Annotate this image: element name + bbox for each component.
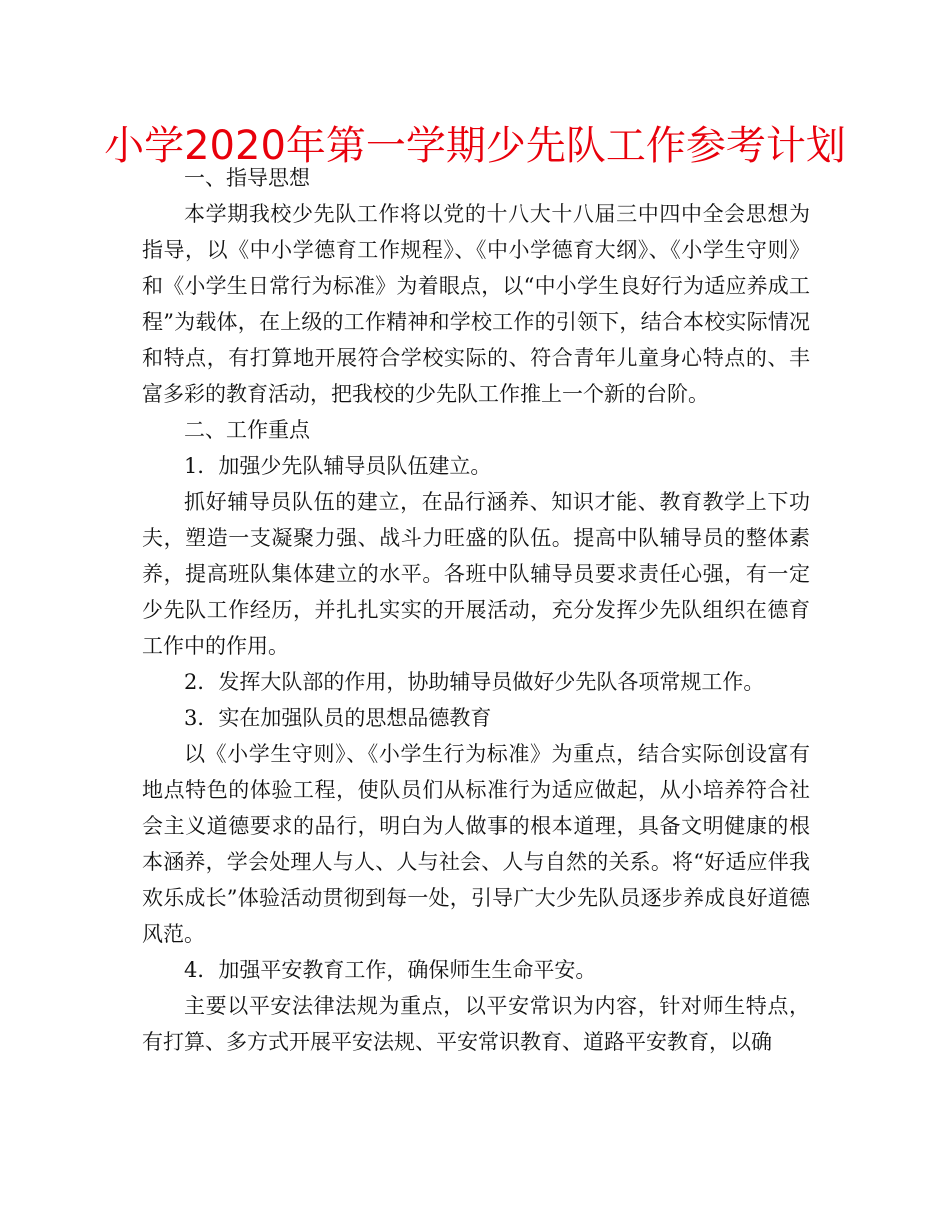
section-heading-work-focus: 二、工作重点	[184, 418, 310, 442]
paragraph-item-4: 主要以平安法律法规为重点，以平安常识为内容，针对师生特点，有打算、多方式开展平安法规、平安常识教育、道路平安教育，以确	[142, 994, 810, 1054]
paragraph-guiding-ideology: 本学期我校少先队工作将以党的十八大十八届三中四中全会思想为指导，以《中小学德育工作规程》、《中小学德育大纲》、《小学生守则》和《小学生日常行为标准》为着眼点，以“中小学生良好行为适应养成工程”为载体，在上级的工作精神和学校工作的引领下，结合本校实际情况和特点，有打算地开展符合学校实际的、符合青年儿童身心特点的、丰富多彩的教育活动，把我校的少先队工作推上一个新的台阶。	[142, 202, 810, 406]
paragraph-item-3: 以《小学生守则》、《小学生行为标准》为重点，结合实际创设富有地点特色的体验工程，使队员们从标准行为适应做起，从小培养符合社会主义道德要求的品行，明白为人做事的根本道理，具备文明健康的根本涵养，学会处理人与人、人与社会、人与自然的关系。将“好适应伴我欢乐成长”体验活动贯彻到每一处，引导广大少先队员逐步养成良好道德风范。	[142, 742, 810, 946]
document-title: 小学2020年第一学期少先队工作参考计划	[104, 123, 846, 169]
item-heading-2: 2．发挥大队部的作用，协助辅导员做好少先队各项常规工作。	[184, 670, 765, 694]
item-heading-1: 1．加强少先队辅导员队伍建立。	[184, 454, 492, 478]
item-heading-3: 3．实在加强队员的思想品德教育	[184, 706, 492, 730]
paragraph-item-1: 抓好辅导员队伍的建立，在品行涵养、知识才能、教育教学上下功夫，塑造一支凝聚力强、战斗力旺盛的队伍。提高中队辅导员的整体素养，提高班队集体建立的水平。各班中队辅导员要求责任心强，有一定少先队工作经历，并扎扎实实的开展活动，充分发挥少先队组织在德育工作中的作用。	[142, 490, 810, 658]
item-heading-4: 4．加强平安教育工作，确保师生生命平安。	[184, 958, 597, 982]
section-heading-guiding-ideology: 一、指导思想	[184, 166, 310, 190]
document-body	[142, 160, 810, 1060]
